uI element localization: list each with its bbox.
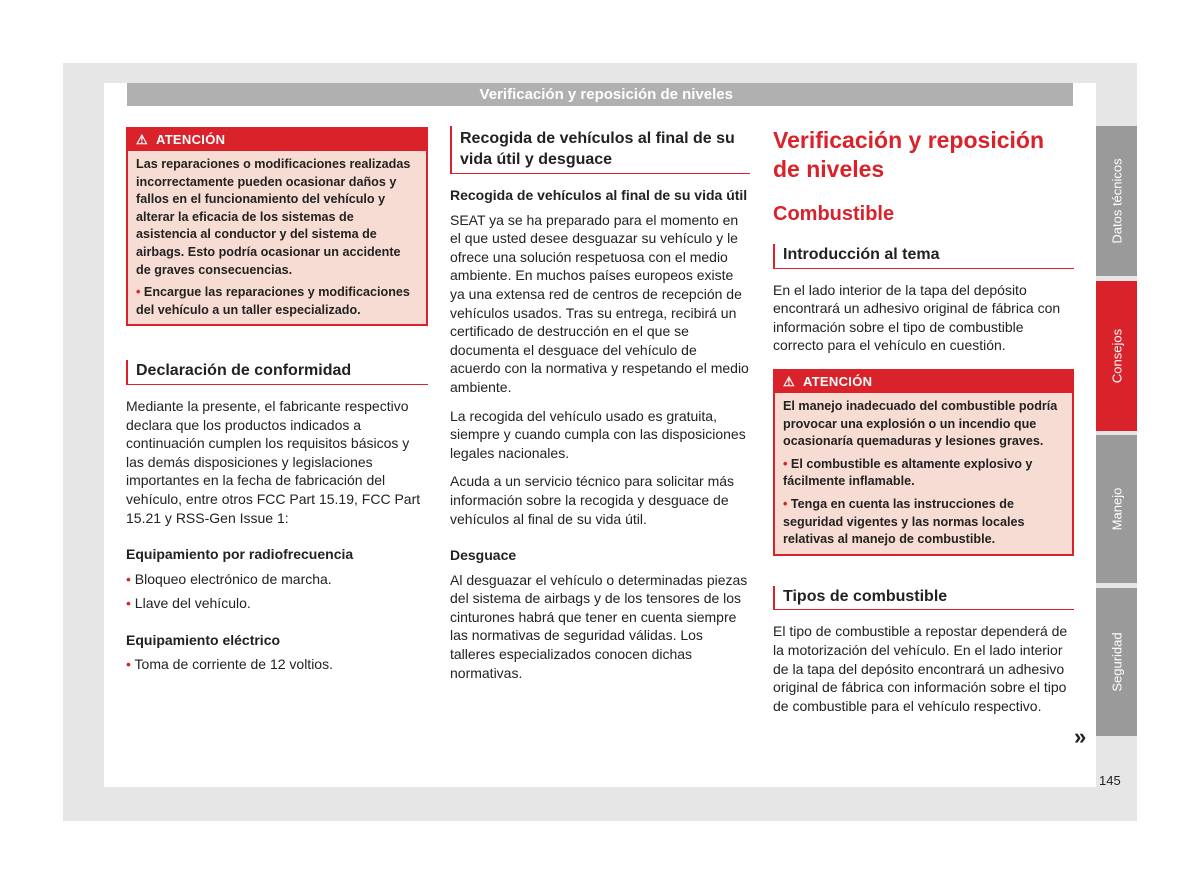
warning-label: ATENCIÓN bbox=[155, 132, 226, 147]
paragraph: En el lado interior de la tapa del depósito encontrará un adhesivo original de fábrica con información sobre el tipo de combustible correcto para el vehículo en cuestión. bbox=[773, 281, 1061, 354]
warning-bullet-text: Tenga en cuenta las instrucciones de seguridad vigentes y las normas locales relativas al manejo de combustible. bbox=[783, 496, 1025, 547]
warning-bullet bbox=[136, 284, 418, 319]
warning-icon: ⚠ bbox=[783, 373, 795, 389]
tab-manejo[interactable] bbox=[1096, 435, 1137, 583]
bullet-icon: • bbox=[783, 456, 788, 471]
list-item bbox=[126, 655, 428, 674]
paragraph: Al desguazar el vehículo o determinadas piezas del sistema de airbags y de los tensores de los cinturones habrá que tener en cuenta siempre las normativas de seguridad válidas. Los talleres especializados conocen dichas normativas. bbox=[450, 571, 748, 681]
tab-datos-tecnicos[interactable] bbox=[1096, 126, 1137, 276]
warning-body bbox=[775, 393, 1072, 554]
warning-box bbox=[126, 127, 428, 326]
tab-label: Consejos bbox=[1109, 328, 1124, 384]
list-item-text: Toma de corriente de 12 voltios. bbox=[134, 656, 333, 673]
warning-body bbox=[128, 151, 426, 324]
page-header: Verificación y reposición de niveles bbox=[127, 83, 1073, 106]
warning-bullet bbox=[783, 496, 1064, 549]
paragraph: SEAT ya se ha preparado para el momento en el que usted desee desguazar su vehículo y le ofrece una solución respetuosa con el medio ambiente. En muchos países europeos existe ya una extensa red de centros de recepción de vehículos usados. Tras su entrega, recibirá un certificado de destrucción en el que se documenta el desguace del vehículo de acuerdo con la normativa y respetando el medio ambiente. bbox=[450, 211, 749, 395]
bullet-icon: • bbox=[126, 570, 131, 587]
bullet-icon: • bbox=[126, 656, 131, 673]
page-title: Verificación y reposición de niveles bbox=[773, 127, 1044, 182]
subheading: Recogida de vehículos al final de su vida útil bbox=[450, 187, 748, 203]
continue-icon: » bbox=[1074, 724, 1087, 749]
bullet-icon: • bbox=[783, 496, 788, 511]
column-middle bbox=[450, 126, 750, 692]
warning-icon: ⚠ bbox=[136, 132, 148, 147]
bullet-icon: • bbox=[126, 595, 131, 612]
warning-bullet bbox=[783, 456, 1064, 491]
list-item-text: Bloqueo electrónico de marcha. bbox=[134, 570, 332, 587]
paragraph: La recogida del vehículo usado es gratuita, siempre y cuando cumpla con las disposiciones legales nacionales. bbox=[450, 407, 746, 461]
paragraph: El tipo de combustible a repostar dependerá de la motorización del vehículo. En el lado interior de la tapa del depósito encontrará un adhesivo original de fábrica con información sobre el tipo de combustible para el vehículo respectivo. bbox=[773, 623, 1068, 714]
warning-text: El manejo inadecuado del combustible podría provocar una explosión o un incendio que ocasionaría quemaduras y lesiones graves. bbox=[783, 398, 1058, 449]
paragraph: Acuda a un servicio técnico para solicitar más información sobre la recogida y desguace de vehículos al final de su vida útil. bbox=[450, 473, 735, 527]
warning-bullet-text: Encargue las reparaciones y modificaciones del vehículo a un taller especializado. bbox=[136, 285, 410, 317]
tab-label: Datos técnicos bbox=[1109, 158, 1124, 244]
tab-label: Manejo bbox=[1109, 487, 1124, 531]
subheading: Equipamiento eléctrico bbox=[126, 631, 281, 648]
tab-label: Seguridad bbox=[1109, 632, 1124, 692]
section-heading: Introducción al tema bbox=[773, 244, 1074, 269]
page-subtitle: Combustible bbox=[773, 203, 895, 225]
section-heading: Recogida de vehículos al final de su vida útil y desguace bbox=[450, 126, 750, 174]
list-item-text: Llave del vehículo. bbox=[134, 595, 251, 612]
column-left bbox=[126, 127, 428, 680]
warning-box bbox=[773, 369, 1074, 556]
warning-text: Las reparaciones o modificaciones realizadas incorrectamente pueden ocasionar daños y fallos en el funcionamiento del vehículo y alterar la eficacia de los sistemas de asistencia al conductor y del sistema de airbags. Esto podría ocasionar un accidente de graves consecuencias. bbox=[136, 157, 411, 277]
paragraph: Mediante la presente, el fabricante respectivo declara que los productos indicados a continuación cumplen los requisitos básicos y las demás disposiciones y legislaciones importantes en la fecha de fabricación del vehículo, entre otros FCC Part 15.19, FCC Part 15.21 y RSS-Gen Issue 1: bbox=[126, 397, 421, 526]
warning-bullet-text: El combustible es altamente explosivo y fácilmente inflamable. bbox=[783, 456, 1033, 489]
warning-header bbox=[128, 129, 426, 151]
column-right bbox=[773, 126, 1074, 725]
list-item bbox=[126, 594, 428, 613]
subheading: Desguace bbox=[450, 547, 517, 564]
section-heading: Tipos de combustible bbox=[773, 586, 1074, 611]
list-item bbox=[126, 570, 428, 589]
tab-consejos[interactable] bbox=[1096, 281, 1137, 431]
subheading: Equipamiento por radiofrecuencia bbox=[126, 546, 354, 563]
page-number: 145 bbox=[1099, 773, 1121, 788]
bullet-icon: • bbox=[136, 285, 141, 300]
warning-label: ATENCIÓN bbox=[802, 373, 873, 389]
warning-header bbox=[775, 371, 1072, 393]
section-heading: Declaración de conformidad bbox=[126, 360, 428, 385]
tab-seguridad[interactable] bbox=[1096, 588, 1137, 736]
